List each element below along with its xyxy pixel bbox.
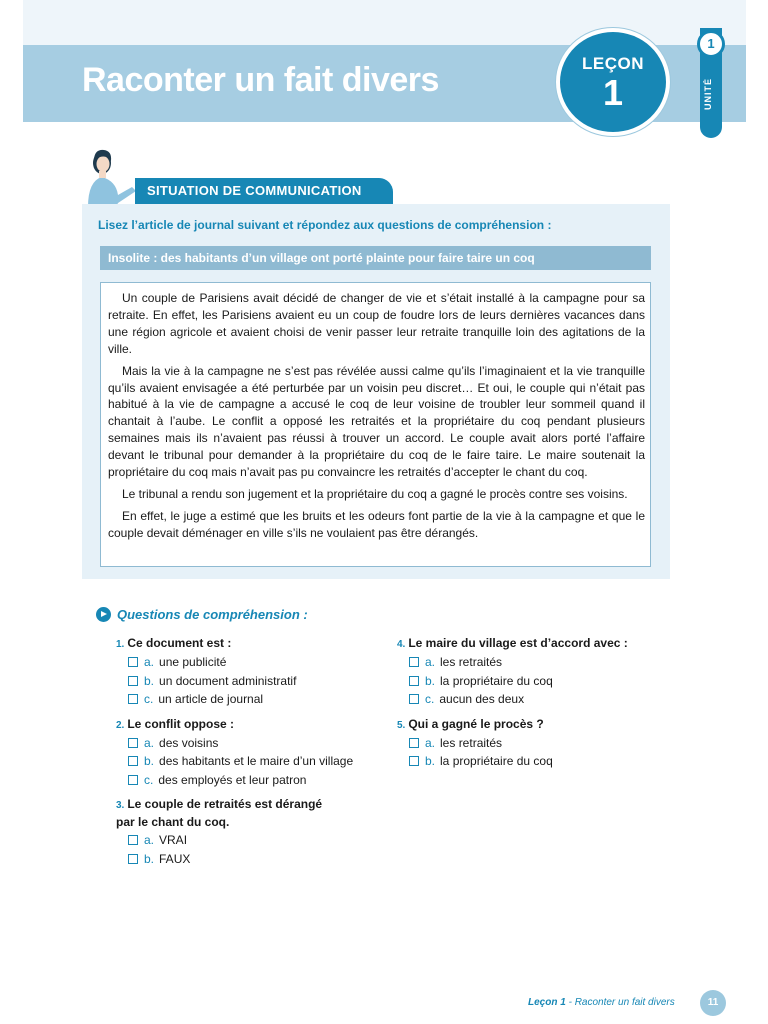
question-text: Le conflit oppose :	[127, 716, 235, 731]
option-2b[interactable]: b. des habitants et le maire d’un village	[116, 752, 386, 771]
checkbox[interactable]	[409, 756, 419, 766]
checkbox[interactable]	[128, 756, 138, 766]
checkbox[interactable]	[128, 854, 138, 864]
question-text: Ce document est :	[127, 636, 232, 650]
lesson-badge-number: 1	[602, 72, 624, 113]
unit-label: UNITÉ	[703, 78, 713, 110]
questions-left-column	[116, 635, 386, 875]
question-text: Qui a gagné le procès ?	[408, 716, 544, 731]
question-text: Le couple de retraités est dérangé	[127, 797, 323, 811]
checkbox[interactable]	[128, 694, 138, 704]
unit-number: 1	[697, 30, 725, 58]
checkbox[interactable]	[128, 657, 138, 667]
situation-label: SITUATION DE COMMUNICATION	[147, 183, 362, 198]
question-text-line2: par le chant du coq.	[116, 815, 230, 829]
questions-right-column	[397, 635, 667, 778]
instruction-text: Lisez l’article de journal suivant et répondez aux questions de compréhension :	[98, 218, 552, 232]
option-5a[interactable]: a. les retraités	[397, 734, 667, 753]
question-3	[116, 796, 386, 868]
footer-running-title	[528, 997, 675, 1008]
article-paragraph: Le tribunal a rendu son jugement et la propriétaire du coq a gagné le procès contre ses voisins.	[122, 486, 628, 501]
question-number: 1.	[116, 639, 125, 650]
checkbox[interactable]	[128, 775, 138, 785]
checkbox[interactable]	[128, 835, 138, 845]
question-4	[397, 635, 667, 709]
article-paragraph: Un couple de Parisiens avait décidé de changer de vie et s’était installé à la campagne pour sa retraite. En effet, les Parisiens avaient eu un coup de foudre lors de leurs dernières vacances dans une région agricole et avaient choisi de venir passer leur retraite tranquille loin des agitations de la ville.	[108, 291, 645, 356]
option-2c[interactable]: c. des employés et leur patron	[116, 771, 386, 790]
checkbox[interactable]	[409, 738, 419, 748]
question-number: 4.	[397, 639, 406, 650]
question-text: Le maire du village est d’accord avec :	[408, 636, 628, 650]
option-5b[interactable]: b. la propriétaire du coq	[397, 752, 667, 771]
play-arrow-icon	[96, 607, 111, 622]
option-2a[interactable]: a. des voisins	[116, 734, 386, 753]
checkbox[interactable]	[409, 694, 419, 704]
footer-lesson-title: Raconter un fait divers	[574, 997, 675, 1008]
option-1a[interactable]: a. une publicité	[116, 653, 386, 672]
questions-title: Questions de compréhension :	[117, 607, 308, 622]
checkbox[interactable]	[409, 676, 419, 686]
question-5	[397, 716, 667, 771]
footer-lesson-ref: Leçon 1	[528, 997, 566, 1008]
option-4b[interactable]: b. la propriétaire du coq	[397, 672, 667, 691]
checkbox[interactable]	[409, 657, 419, 667]
question-2	[116, 716, 386, 790]
question-number: 2.	[116, 719, 125, 731]
question-number: 5.	[397, 719, 406, 731]
option-4a[interactable]: a. les retraités	[397, 653, 667, 672]
article-headline: Insolite : des habitants d’un village ont porté plainte pour faire taire un coq	[108, 251, 535, 265]
option-4c[interactable]: c. aucun des deux	[397, 690, 667, 709]
option-1c[interactable]: c. un article de journal	[116, 690, 386, 709]
option-1b[interactable]: b. un document administratif	[116, 672, 386, 691]
checkbox[interactable]	[128, 738, 138, 748]
page-title: Raconter un fait divers	[82, 61, 439, 99]
footer-separator: -	[565, 997, 575, 1008]
article-body	[108, 290, 645, 547]
article-paragraph: Mais la vie à la campagne ne s’est pas révélée aussi calme qu’ils l’imaginaient et la vie tranquille qu’ils avaient envisagée a été perturbée par un voisin peu discret… Et oui, le couple qui n’était pas habitué à la vie de campagne a accusé le coq de leur voisine de troubler leur sommeil quand il chantait à l’aube. Le conflit a opposé les retraités et la propriétaire du coq pendant plusieurs semaines mais ils n’avaient pas réussi à trouver un accord. Le couple avait alors porté l’affaire devant le tribunal pour demander à la propriétaire du coq de le faire taire. Le maire soutenait la propriétaire du coq mais n’avait pas pu convaincre les retraités d’accepter le chant du coq.	[108, 363, 645, 480]
option-3b[interactable]: b. FAUX	[116, 850, 386, 869]
article-paragraph: En effet, le juge a estimé que les bruits et les odeurs font partie de la vie à la campagne et que le couple devait déménager en ville s’ils ne voulaient pas être dérangés.	[108, 508, 645, 540]
question-1	[116, 635, 386, 709]
option-3a[interactable]: a. VRAI	[116, 831, 386, 850]
page-number: 11	[700, 990, 726, 1016]
lesson-badge	[556, 28, 670, 136]
question-number: 3.	[116, 800, 125, 811]
checkbox[interactable]	[128, 676, 138, 686]
lesson-badge-label: LEÇON	[582, 54, 644, 73]
